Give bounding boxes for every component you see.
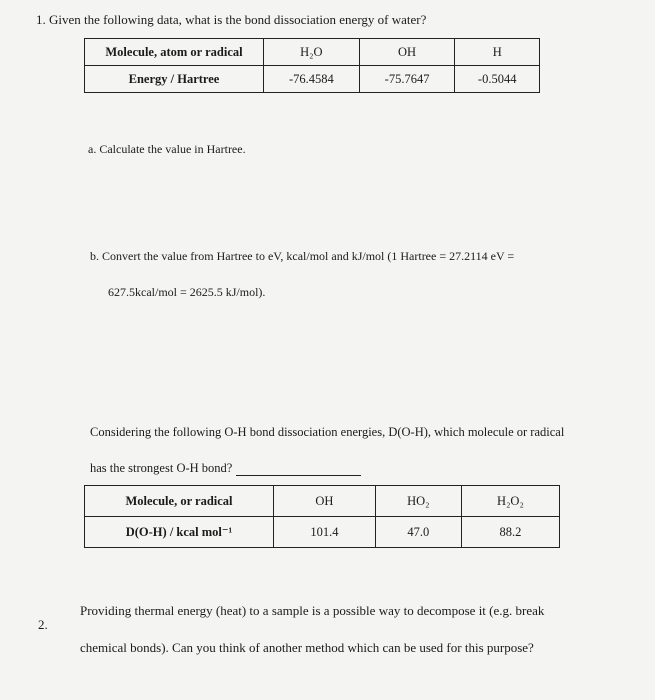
answer-blank [236,463,361,476]
row-label: Molecule, or radical [85,486,274,517]
question-1b-line2: 627.5kcal/mol = 2625.5 kJ/mol). [108,285,266,299]
table-row [85,66,540,93]
table-row [85,486,560,517]
considering-line2-text: has the strongest O-H bond? [90,461,233,475]
row-label: D(O-H) / kcal mol⁻¹ [85,517,274,548]
question-1b-line1: b. Convert the value from Hartree to eV, kcal/mol and kJ/mol (1 Hartree = 27.2114 eV = [90,249,515,263]
question-1-prompt: 1. Given the following data, what is the bond dissociation energy of water? [36,12,427,27]
question-1a: a. Calculate the value in Hartree. [88,142,246,156]
considering-line2 [90,461,361,476]
column-header: H₂O₂ [461,486,559,517]
considering-line1: Considering the following O-H bond dissociation energies, D(O-H), which molecule or radical [90,425,565,439]
row-label: Energy / Hartree [85,66,264,93]
question-2-line2: chemical bonds). Can you think of another method which can be used for this purpose? [80,640,534,655]
question-2-line1: Providing thermal energy (heat) to a sample is a possible way to decompose it (e.g. break [80,603,545,618]
column-header: HO₂ [375,486,461,517]
table-cell: -0.5044 [455,66,540,93]
question-2-number: 2. [38,617,48,632]
column-header: H₂O [264,39,360,66]
bond-energy-table [84,485,560,548]
column-header: OH [359,39,455,66]
energy-table [84,38,540,93]
table-row [85,517,560,548]
table-cell: 101.4 [274,517,376,548]
column-header: OH [274,486,376,517]
table-cell: -76.4584 [264,66,360,93]
table-cell: 47.0 [375,517,461,548]
column-header: H [455,39,540,66]
row-label: Molecule, atom or radical [85,39,264,66]
table-cell: -75.7647 [359,66,455,93]
table-row [85,39,540,66]
table-cell: 88.2 [461,517,559,548]
